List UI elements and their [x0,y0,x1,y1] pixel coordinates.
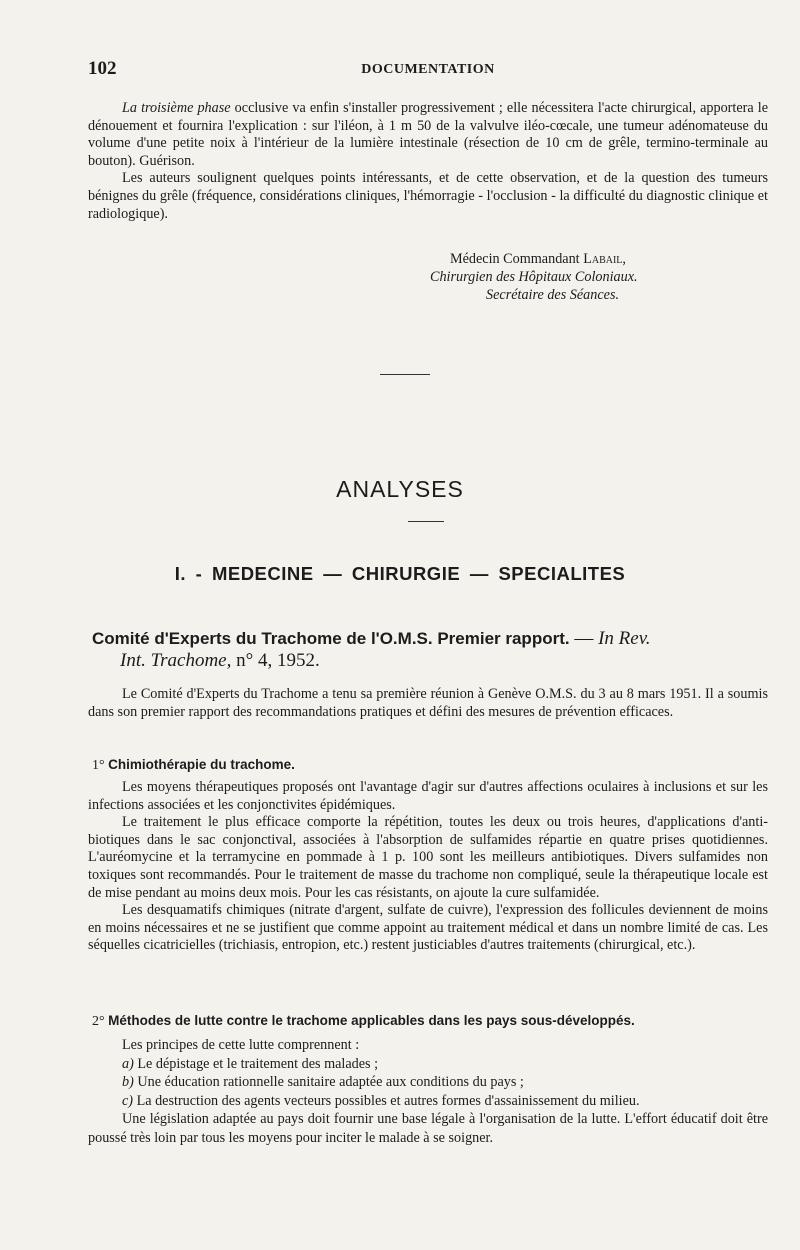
article-title-main: Comité d'Experts du Trachome de l'O.M.S. Premier rapport. [92,629,570,648]
methodes-last-paragraph: Une législation adaptée au pays doit fournir une base légale à l'organisation de la lutte. L'effort éducatif doit être poussé très loin par tous les moyens pour inciter le malade à se soigner. [88,1111,768,1146]
article-title [92,628,772,672]
signature-name: Labail, [583,251,626,267]
list-item [88,1073,768,1092]
signature-block [430,250,770,304]
list-text: La destruction des agents vecteurs possibles et autres formes d'assainissement du milieu. [133,1092,640,1109]
article-source: In Rev. [598,628,651,649]
signature-line-1 [430,250,770,268]
heading-2-number: 2° [92,1014,105,1029]
subsection-title: I. - MEDECINE — CHIRURGIE — SPECIALITES [174,563,626,584]
methodes-intro: Les principes de cette lutte comprennent : [122,1037,360,1053]
chimio-paragraph-3: Les desquamatifs chimiques (nitrate d'argent, sulfate de cuivre), l'expression des follicules deviennent de moins en moins nécessaires et ne se justifient que comme appoint au traitement médical et dans un nombre limité de cas. Les séquelles cicatricielles (trichiasis, entropion, etc.) restent justiciables d'autres traitements (chirurgical, etc.). [88,902,768,954]
page-number: 102 [88,58,117,79]
running-header [88,58,768,84]
separator-rule [380,374,430,375]
intro-paragraph-2: Les auteurs soulignent quelques points intéressants, et de cette observation, et de la question des tumeurs bénignes du grêle (fréquence, considérations cliniques, l'hémorragie - l'occlusion - la difficulté du diagnostic clinique et radiologique). [88,170,768,222]
list-text: Le dépistage et le traitement des malades ; [133,1055,379,1072]
signature-line-2: Chirurgien des Hôpitaux Coloniaux. [430,269,638,285]
heading-1-text: Chimiothérapie du trachome. [108,757,295,772]
chimio-paragraph-1: Les moyens thérapeutiques proposés ont l'avantage d'agir sur d'autres affections oculaires à inclusions et sur les infections associées et les conjonctivites épidémiques. [88,779,768,813]
list-marker: b) [122,1074,134,1091]
list-text: Une éducation rationnelle sanitaire adaptée aux conditions du pays ; [133,1074,524,1091]
intro-lead-italic: La troisième phase [122,100,231,116]
article-title-dash: — [569,628,599,649]
heading-chimiotherapie [92,757,295,774]
section-title: ANALYSES [336,476,464,502]
intro-paragraph-1-rest: occlusive va enfin s'installer progressivement ; elle nécessitera l'acte chirurgical, apportera le dénouement et fournira l'explication : sur l'iléon, à 1 m 50 de la valvulve iléo-cœcale, une tumeur adénomateuse du volume d'une petite noix à l'intérieur de la lumière intestinale (résection de 10 cm de grêle, termino-terminale au bouton). Guérison. [88,100,769,169]
list-item [88,1055,768,1074]
signature-line-3: Secrétaire des Séances. [486,287,620,303]
chimiotherapie-text [88,779,768,955]
heading-1-number: 1° [92,758,105,773]
list-marker: c) [122,1092,134,1109]
article-intro-paragraph: Le Comité d'Experts du Trachome a tenu sa première réunion à Genève O.M.S. du 3 au 8 mars 1951. Il a soumis dans son premier rapport des recommandations pratiques et défini des mesures de prévention efficaces. [88,686,768,720]
article-source-line-2 [92,650,772,672]
list-marker: a) [122,1055,134,1072]
intro-paragraph-1 [88,100,768,170]
signature-title: Médecin Commandant [450,251,584,267]
article-intro [88,686,768,721]
title-rule [408,521,444,522]
article-issue: n° 4, 1952. [231,650,320,671]
list-item [88,1092,768,1111]
heading-2-text: Méthodes de lutte contre le trachome applicables dans les pays sous-développés. [108,1013,635,1028]
chimio-paragraph-2: Le traitement le plus efficace comporte la répétition, toutes les deux ou trois heures, d'applications d'anti-biotiques dans le sac conjonctival, associées à l'absorption de sulfamides répartie en quatre prises quotidiennes. L'auréomycine et la terramycine en pommade à 1 p. 100 sont les meilleurs antibiotiques. Divers sulfamides non toxiques sont recommandés. Pour le traitement de masse du trachome non compliqué, seule la thérapeutique locale est de mise pendant au moins deux mois. Pour les cas résistants, on ajoute la cure sulfamidée. [88,814,768,901]
intro-text [88,100,768,223]
methodes-text [88,1036,768,1148]
article-journal: Int. Trachome, [120,650,232,671]
heading-methodes [92,1013,635,1030]
running-title: DOCUMENTATION [361,62,495,77]
